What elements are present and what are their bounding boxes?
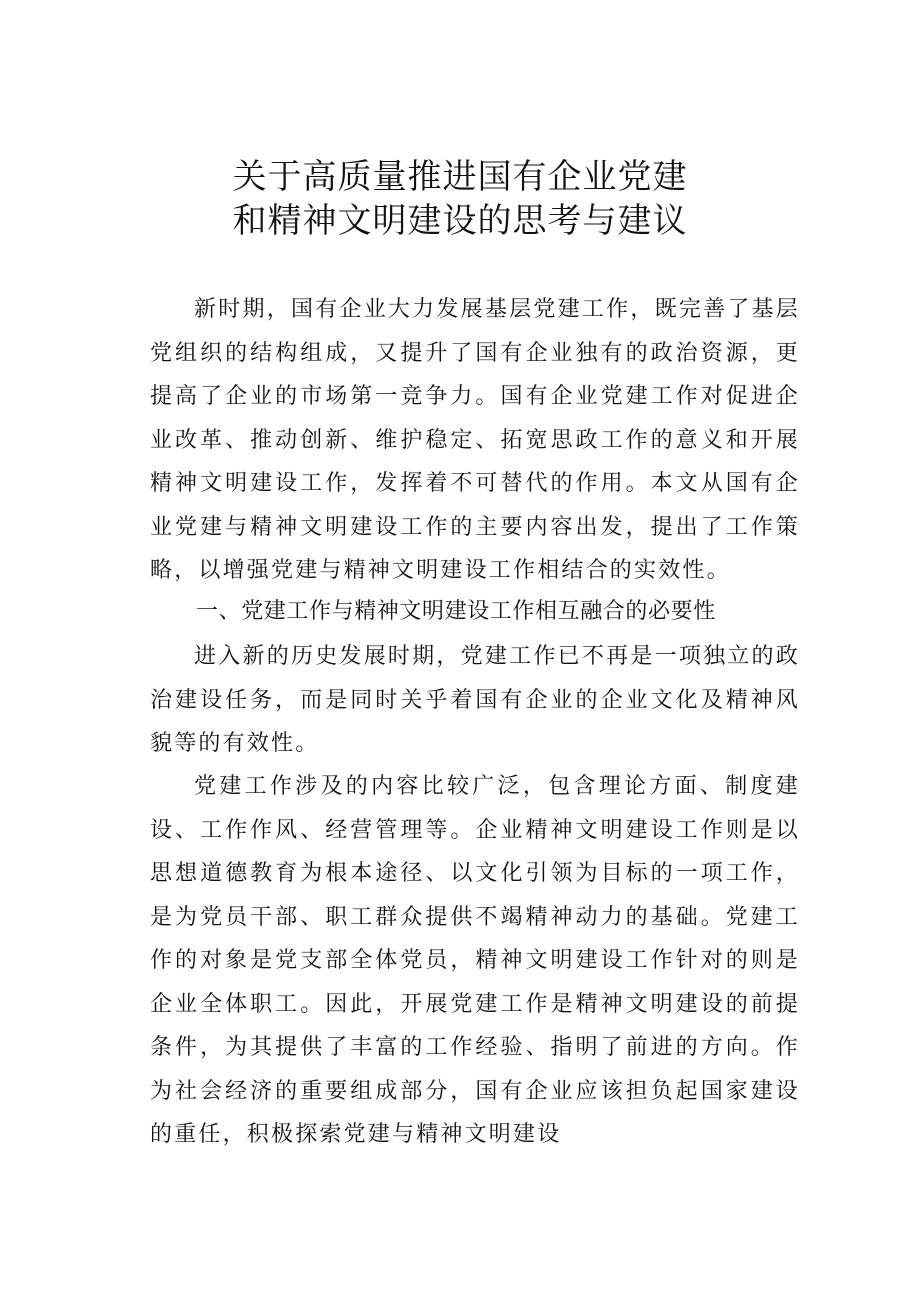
intro-paragraph: 新时期，国有企业大力发展基层党建工作，既完善了基层党组织的结构组成，又提升了国有企业独有的政治资源，更提高了企业的市场第一竞争力。国有企业党建工作对促进企业改革、推动创新、维护稳定、拓宽思政工作的意义和开展精神文明建设工作，发挥着不可替代的作用。本文从国有企业党建与精神文明建设工作的主要内容出发，提出了工作策略，以增强党建与精神文明建设工作相结合的实效性。 [150, 297, 800, 583]
section-1-heading: 一、党建工作与精神文明建设工作相互融合的必要性 [196, 599, 716, 624]
section-1-paragraph-2: 党建工作涉及的内容比较广泛，包含理论方面、制度建设、工作作风、经营管理等。企业精神文明建设工作则是以思想道德教育为根本途径、以文化引领为目标的一项工作，是为党员干部、职工群众提供不竭精神动力的基础。党建工作的对象是党支部全体党员，精神文明建设工作针对的则是企业全体职工。因此，开展党建工作是精神文明建设的前提条件，为其提供了丰富的工作经验、指明了前进的方向。作为社会经济的重要组成部分，国有企业应该担负起国家建设的重任，积极探索党建与精神文明建设 [150, 774, 800, 1147]
document-title-line-1: 关于高质量推进国有企业党建 [232, 157, 688, 197]
document-title-line-2: 和精神文明建设的思考与建议 [232, 201, 688, 241]
section-1-paragraph-1: 进入新的历史发展时期，党建工作已不再是一项独立的政治建设任务，而是同时关乎着国有企业的企业文化及精神风貌等的有效性。 [150, 644, 800, 756]
